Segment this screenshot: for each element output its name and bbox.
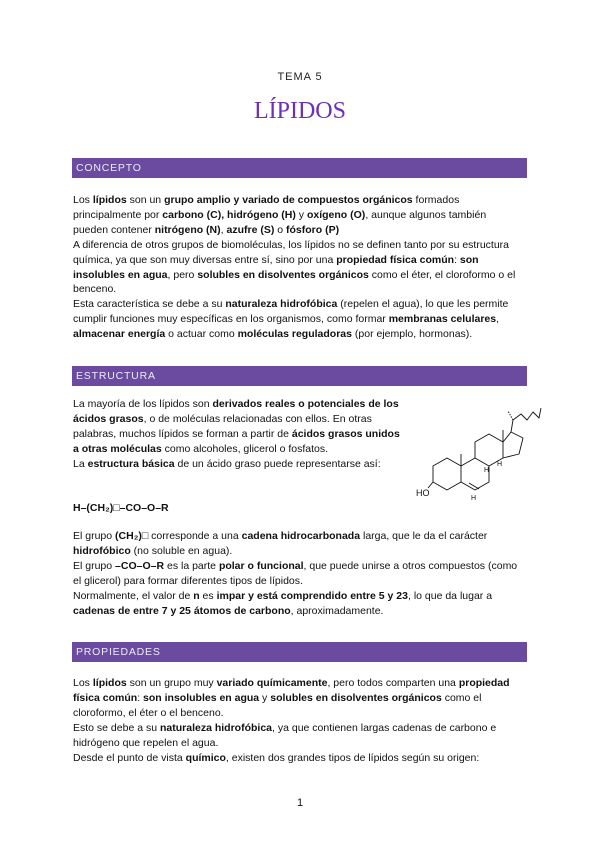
text-run: larga, que le da el carácter [360,530,488,542]
bold-text: son insolubles en agua [143,691,260,704]
text-run: El grupo [73,530,116,542]
paragraph [73,529,523,559]
bold-text: son insolubles en agua [73,253,479,281]
bold-text: derivados reales o potenciales de los ácidos grasos [73,398,399,425]
estructura-body [73,529,523,618]
bold-text: naturaleza hidrofóbica [159,721,273,734]
page-title: LÍPIDOS [253,98,346,124]
bold-text: azufre (S) [226,223,275,236]
text-run: , que puede unirse a otros compuestos (como el glicerol) para formar diferentes tipos de lípidos. [73,559,518,587]
text-run: (repelen el agua), lo que les permite cumplir funciones muy específicas en los organismos, como formar [73,298,509,326]
bold-text: fósforo (P) [286,223,340,236]
svg-text:H: H [484,467,490,474]
text-run: , aproximadamente. [290,604,384,617]
hydroxyl-label: HO [416,488,430,498]
page-number: 1 [296,797,304,809]
bold-text: nitrógeno (N) [154,223,221,236]
bold-text: ₂ [105,502,110,514]
section-heading-estructura: ESTRUCTURA [72,366,527,386]
text-run: de un ácido graso puede representarse así: [174,457,381,470]
bold-text: lípidos [92,677,127,689]
bold-text: propiedad física común [336,253,455,266]
bold-text: –CO–O–R [115,559,165,572]
text-run: , aunque algunos también pueden contener [73,208,487,236]
text-run: , lo que da lugar a [407,589,493,602]
text-run: , existen dos grandes tipos de lípidos según su origen: [225,751,480,764]
text-run: o [274,223,287,236]
paragraph [73,589,523,619]
paragraph [73,721,523,751]
bold-text: estructura básica [87,457,175,470]
svg-text:H: H [471,495,477,502]
text-run: Esta característica se debe a su [73,298,226,311]
paragraph [73,751,523,766]
estructura-intro [73,397,401,472]
text-run: : [454,253,460,266]
text-run: La mayoría de los lípidos son [73,398,213,410]
text-run: , [220,223,227,236]
bold-text: oxígeno (O) [306,208,366,221]
text-run: , pero todos comparten una [327,677,459,689]
bold-text: H–(CH [73,502,106,514]
bold-text: solubles en disolventes orgánicos [197,268,369,281]
text-run: Esto se debe a su [73,721,160,734]
bold-text: solubles en disolventes orgánicos [270,691,442,704]
text-run: La [73,457,88,470]
section-heading-concepto: CONCEPTO [72,158,527,178]
paragraph [73,559,523,589]
bold-text: cadenas de entre 7 y 25 átomos de carbono [73,604,291,617]
paragraph [73,238,523,298]
bold-text: almacenar energía [73,328,166,341]
paragraph [73,457,401,472]
text-run: como alcoholes, glicerol o fosfatos. [161,442,329,455]
svg-text:H: H [497,461,503,468]
text-run: corresponde a una [148,530,242,542]
bold-text: cadena hidrocarbonada [241,530,361,542]
text-run: (no soluble en agua). [130,544,233,557]
text-run: : [137,691,144,704]
bold-text: lípidos [92,194,127,206]
text-run: A diferencia de otros grupos de biomoléculas, los lípidos no se definen tanto por su estructura química, ya que son muy diversas entre sí, sino por una [73,238,510,266]
bold-text: propiedad física común [73,677,510,704]
text-run: y [295,208,307,221]
text-run: Normalmente, el valor de [73,589,194,602]
text-run: y [259,691,271,704]
text-run: , o de moléculas relacionadas con ellos. En otras palabras, muchos lípidos se forman a partir de [73,412,372,440]
bold-text: variado químicamente [216,677,328,689]
text-run: Desde el punto de vista [73,751,186,764]
text-run: , ya que contienen largas cadenas de carbono e hidrógeno que repelen el agua. [73,721,497,749]
bold-text: moléculas reguladoras [237,328,352,341]
text-run: es la parte [164,559,219,572]
bold-text: impar y está comprendido entre 5 y 23 [216,589,408,602]
paragraph [73,193,523,238]
chapter-label: TEMA 5 [277,71,323,83]
text-run: como el éter, el cloroformo o el benceno. [73,268,516,296]
propiedades-body [73,676,523,765]
text-run: (por ejemplo, hormonas). [351,328,473,341]
cholesterol-structure-figure [413,402,543,506]
paragraph [73,676,523,721]
section-heading-propiedades: PROPIEDADES [72,642,527,662]
bold-text: membranas celulares [388,313,497,326]
text-run: o actuar como [165,328,238,341]
text-run: son un [126,194,165,206]
text-run: son un grupo muy [126,677,217,689]
text-run: es [199,589,217,602]
bold-text: carbono (C), hidrógeno (H) [162,208,296,221]
concepto-body [73,193,523,342]
bold-text: químico [185,751,226,764]
text-run: Los [73,677,93,689]
fatty-acid-formula [73,501,373,516]
bold-text: hidrofóbico [73,544,131,557]
text-run: Los [73,194,93,206]
paragraph [73,397,401,457]
text-run: , [496,313,500,326]
text-run: formados principalmente por [73,194,460,221]
text-run: como el cloroformo, el éter o el benceno. [73,691,482,719]
paragraph [73,297,523,342]
text-run: El grupo [73,559,116,572]
text-run: , pero [167,268,198,281]
bold-text: polar o funcional [218,559,304,572]
bold-text: naturaleza hidrofóbica [225,298,338,311]
bold-text: n [193,589,200,602]
bold-text: (CH₂)□ [115,530,149,542]
bold-text: grupo amplio y variado de compuestos orgánicos [164,194,413,206]
bold-text: )□–CO–O–R [109,502,169,514]
bold-text: ácidos grasos unidos a otras moléculas [73,427,400,455]
